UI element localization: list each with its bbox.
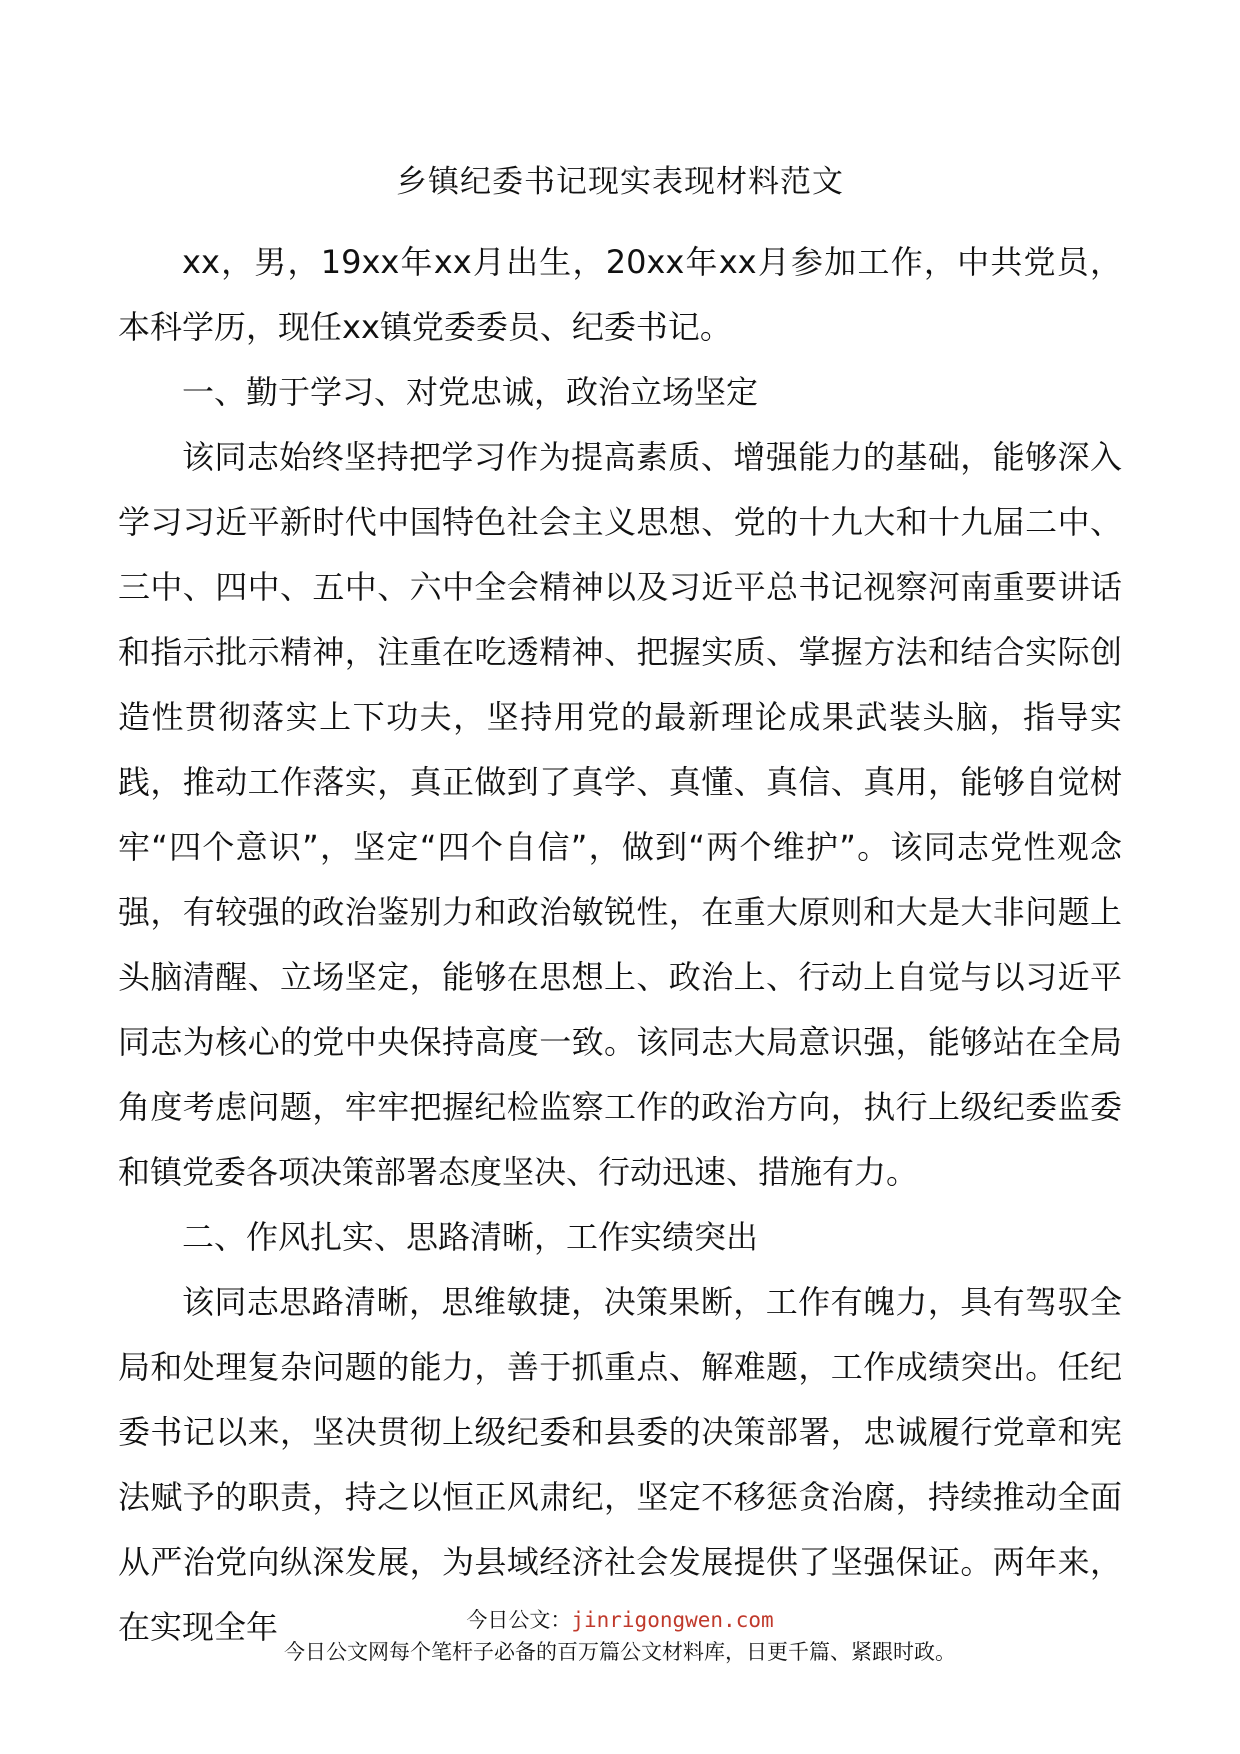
document-body [118,230,1122,1660]
paragraph-section-1: 该同志始终坚持把学习作为提高素质、增强能力的基础，能够深入学习习近平新时代中国特色社会主义思想、党的十九大和十九届二中、三中、四中、五中、六中全会精神以及习近平总书记视察河南重要讲话和指示批示精神，注重在吃透精神、把握实质、掌握方法和结合实际创造性贯彻落实上下功夫，坚持用党的最新理论成果武装头脑，指导实践，推动工作落实，真正做到了真学、真懂、真信、真用，能够自觉树牢“四个意识”，坚定“四个自信”，做到“两个维护”。该同志党性观念强，有较强的政治鉴别力和政治敏锐性，在重大原则和大是大非问题上头脑清醒、立场坚定，能够在思想上、政治上、行动上自觉与以习近平同志为核心的党中央保持高度一致。该同志大局意识强，能够站在全局角度考虑问题，牢牢把握纪检监察工作的政治方向，执行上级纪委监委和镇党委各项决策部署态度坚决、行动迅速、措施有力。 [118,438,1122,1191]
footer-tagline: 今日公文网每个笔杆子必备的百万篇公文材料库，日更千篇、紧跟时政。 [284,1640,956,1664]
section-heading-2: 二、作风扎实、思路清晰，工作实绩突出 [182,1218,759,1256]
document-title: 乡镇纪委书记现实表现材料范文 [396,164,844,200]
paragraph-intro: xx，男，19xx年xx月出生，20xx年xx月参加工作，中共党员，本科学历，现任xx镇党委委员、纪委书记。 [118,243,1122,346]
page-footer [0,1604,1240,1668]
paragraph-section-2: 该同志思路清晰，思维敏捷，决策果断，工作有魄力，具有驾驭全局和处理复杂问题的能力，善于抓重点、解难题，工作成绩突出。任纪委书记以来，坚决贯彻上级纪委和县委的决策部署，忠诚履行党章和宪法赋予的职责，持之以恒正风肃纪，坚定不移惩贪治腐，持续推动全面从严治党向纵深发展，为县域经济社会发展提供了坚强保证。两年来，在实现全年 [118,1283,1122,1646]
section-heading-1: 一、勤于学习、对党忠诚，政治立场坚定 [182,373,759,411]
footer-site-line [0,1604,1240,1636]
footer-site-label: 今日公文： [466,1608,572,1632]
footer-site-link[interactable]: jinrigongwen.com [571,1608,774,1632]
